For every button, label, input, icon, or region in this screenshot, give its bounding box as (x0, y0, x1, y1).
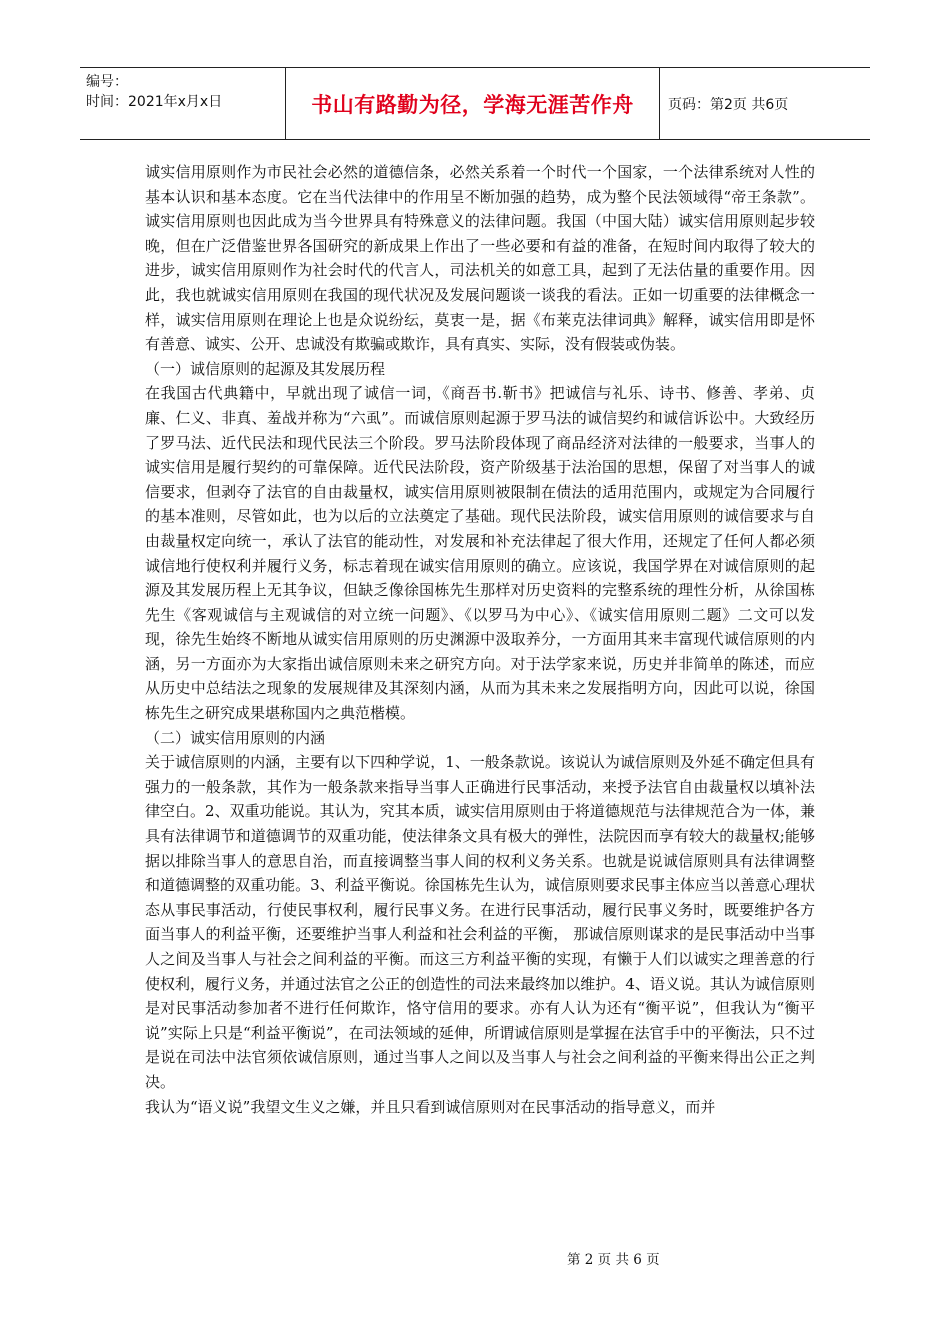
paragraph-origin: 在我国古代典籍中，早就出现了诚信一词，《商吾书.靳书》把诚信与礼乐、诗书、修善、孝弟、贞廉、仁义、非真、羞战并称为“六虱”。而诚信原则起源于罗马法的诚信契约和诚信诉讼中。大致经历了罗马法、近代民法和现代民法三个阶段。罗马法阶段体现了商品经济对法律的一般要求，当事人的诚实信用是履行契约的可靠保障。近代民法阶段，资产阶级基于法治国的思想，保留了对当事人的诚信要求，但剥夺了法官的自由裁量权，诚实信用原则被限制在债法的适用范围内，或规定为合同履行的基本准则，尽管如此，也为以后的立法奠定了基础。现代民法阶段，诚实信用原则的诚信要求与自由裁量权定向统一，承认了法官的能动性，对发展和补充法律起了很大作用，还规定了任何人都必须诚信地行使权利并履行义务，标志着现在诚实信用原则的确立。应该说，我国学界在对诚信原则的起源及其发展历程上无其争议，但缺乏像徐国栋先生那样对历史资料的完整系统的理性分析，从徐国栋先生《客观诚信与主观诚信的对立统一问题》、《以罗马为中心》、《诚实信用原则二题》二文可以发现，徐先生始终不断地从诚实信用原则的历史渊源中汲取养分，一方面用其来丰富现代诚信原则的内涵，另一方面亦为大家指出诚信原则未来之研究方向。对于法学家来说，历史并非简单的陈述，而应从历史中总结法之现象的发展规律及其深刻内涵，从而为其未来之发展指明方向，因此可以说，徐国栋先生之研究成果堪称国内之典范楷模。 (145, 384, 815, 723)
header-meta (80, 68, 286, 139)
section-heading-origin: （一）诚信原则的起源及其发展历程 (145, 359, 386, 378)
paragraph-opinion: 我认为“语义说”我望文生义之嫌，并且只看到诚信原则对在民事活动的指导意义，而并 (145, 1097, 716, 1116)
document-number-label: 编号： (86, 74, 128, 90)
paragraph-connotation: 关于诚信原则的内涵，主要有以下四种学说，1、一般条款说。该说认为诚信原则及外延不确定但具有强力的一般条款，其作为一般条款来指导当事人正确进行民事活动，来授予法官自由裁量权以填补法律空白。2、双重功能说。其认为，究其本质，诚实信用原则由于将道德规范与法律规范合为一体，兼具有法律调节和道德调节的双重功能，使法律条文具有极大的弹性，法院因而享有较大的裁量权;能够据以排除当事人的意思自治，而直接调整当事人间的权利义务关系。也就是说诚信原则具有法律调整和道德调整的双重功能。3、利益平衡说。徐国栋先生认为，诚信原则要求民事主体应当以善意心理状态从事民事活动，行使民事权利，履行民事义务。在进行民事活动，履行民事义务时，既要维护各方面当事人的利益平衡，还要维护当事人利益和社会利益的平衡， 那诚信原则谋求的是民事活动中当事人之间及当事人与社会之间利益的平衡。而这三方利益平衡的实现，有懒于人们以诚实之理善意的行使权利，履行义务，并通过法官之公正的创造性的司法来最终加以维护。4、语义说。其认为诚信原则是对民事活动参加者不进行任何欺诈，恪守信用的要求。亦有人认为还有“衡平说”，但我认为“衡平说”实际上只是“利益平衡说”，在司法领域的延伸，所谓诚信原则是掌握在法官手中的平衡法，只不过是说在司法中法官须依诚信原则，通过当事人之间以及当事人与社会之间利益的平衡来得出公正之判决。 (145, 753, 815, 1091)
section-heading-connotation: （二）诚实信用原则的内涵 (145, 728, 326, 747)
page-header (80, 67, 870, 140)
header-page-info: 页码：第2页 共6页 (668, 96, 789, 113)
paragraph-intro: 诚实信用原则作为市民社会必然的道德信条，必然关系着一个时代一个国家，一个法律系统对人性的基本认识和基本态度。它在当代法律中的作用呈不断加强的趋势，成为整个民法领域得“帝王条款”。诚实信用原则也因此成为当今世界具有特殊意义的法律问题。我国（中国大陆）诚实信用原则起步较晚，但在广泛借鉴世界各国研究的新成果上作出了一些必要和有益的准备，在短时间内取得了较大的进步，诚实信用原则作为社会时代的代言人，司法机关的如意工具，起到了无法估量的重要作用。因此，我也就诚实信用原则在我国的现代状况及发展问题谈一谈我的看法。正如一切重要的法律概念一样，诚实信用原则在理论上也是众说纷纭，莫衷一是，据《布莱克法律词典》解释，诚实信用即是怀有善意、诚实、公开、忠诚没有欺骗或欺诈，具有真实、实际，没有假装或伪装。 (145, 163, 815, 354)
document-time-label: 时间：2021年x月x日 (86, 94, 223, 110)
header-motto: 书山有路勤为径，学海无涯苦作舟 (286, 68, 660, 139)
document-body (145, 160, 815, 1119)
footer-page-number: 第 2 页 共 6 页 (567, 1252, 660, 1268)
